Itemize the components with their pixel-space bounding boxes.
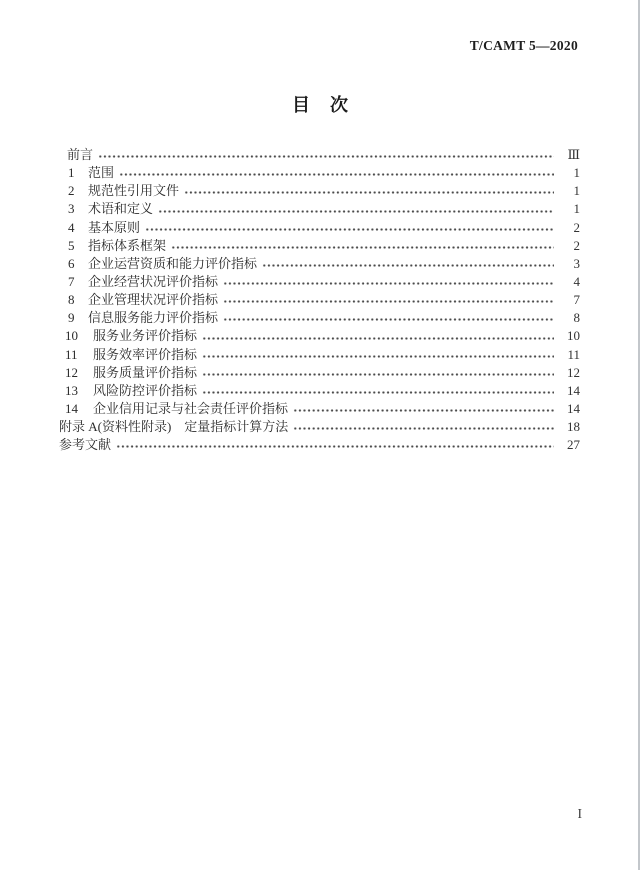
dot-leader <box>202 364 554 382</box>
toc-entry-page: 10 <box>567 328 580 344</box>
dot-leader <box>184 182 554 200</box>
toc-entry-title: 基本原则 <box>88 219 141 235</box>
toc-entry-number: 1 <box>68 165 75 181</box>
toc-entry-page: Ⅲ <box>567 147 580 162</box>
dot-leader <box>202 327 554 345</box>
toc-entry-title: 指标体系框架 <box>88 237 167 253</box>
toc-entry-number: 2 <box>68 183 75 199</box>
toc-entry-page: 2 <box>573 237 580 253</box>
toc-entry-page: 14 <box>567 382 580 398</box>
dot-leader <box>158 200 554 218</box>
dot-leader <box>223 291 554 309</box>
toc-entry <box>59 237 580 255</box>
toc-entry-page: 12 <box>567 364 580 380</box>
toc-entry-title: 前言 <box>67 147 94 162</box>
footer-page-number: I <box>577 806 582 821</box>
toc-entry-page: 1 <box>573 165 580 181</box>
toc-entry-page: 14 <box>567 400 580 416</box>
toc-entry <box>59 291 580 309</box>
toc-entry-page: 11 <box>567 346 580 362</box>
toc-entry-page: 3 <box>573 255 580 271</box>
toc-entry-title: 服务业务评价指标 <box>93 328 198 344</box>
toc-entry-page: 27 <box>567 437 580 453</box>
toc-entry-number: 14 <box>65 400 78 416</box>
dot-leader <box>293 400 554 418</box>
toc-entry <box>59 436 580 454</box>
toc-entry <box>59 309 580 327</box>
dot-leader <box>171 237 554 255</box>
toc-entry-title: 信息服务能力评价指标 <box>88 310 219 326</box>
toc-entry <box>59 418 580 436</box>
dot-leader <box>202 382 554 400</box>
toc-entry <box>59 364 580 382</box>
toc-entry-title: 参考文献 <box>59 437 112 453</box>
dot-leader <box>223 273 554 291</box>
toc-entry-number: 3 <box>68 201 75 217</box>
toc-entry-page: 1 <box>573 183 580 199</box>
toc-entry-title: 风险防控评价指标 <box>93 382 198 398</box>
toc-entry-number: 4 <box>68 219 75 235</box>
dot-leader <box>202 346 554 364</box>
toc-entry-number: 7 <box>68 273 75 289</box>
toc-entry-number: 11 <box>65 346 78 362</box>
toc-entry-title: 企业运营资质和能力评价指标 <box>88 255 258 271</box>
dot-leader <box>116 436 554 454</box>
toc-entry-title: 服务效率评价指标 <box>93 346 198 362</box>
toc-entry-page: 18 <box>567 419 580 435</box>
toc-entry-number: 8 <box>68 292 75 308</box>
toc-entry-number: 5 <box>68 237 75 253</box>
toc-entry-number: 6 <box>68 255 75 271</box>
dot-leader <box>145 219 554 237</box>
toc-entry-title: 企业管理状况评价指标 <box>88 292 219 308</box>
toc-entry-number: 12 <box>65 364 78 380</box>
toc-entry <box>59 327 580 345</box>
toc-entry-page: 1 <box>573 201 580 217</box>
toc-entry-page: 7 <box>573 292 580 308</box>
toc-entry-title: 服务质量评价指标 <box>93 364 198 380</box>
dot-leader <box>293 418 554 436</box>
toc-entry <box>59 255 580 273</box>
dot-leader <box>262 255 554 273</box>
toc-entry <box>59 382 580 400</box>
toc-entry-title: 附录 A(资料性附录) 定量指标计算方法 <box>59 419 289 435</box>
toc-entry <box>59 346 580 364</box>
toc-entry-title: 术语和定义 <box>88 201 154 217</box>
scan-edge-line <box>638 0 640 870</box>
toc-entry-title: 企业经营状况评价指标 <box>88 273 219 289</box>
toc-entry-page: 2 <box>573 219 580 235</box>
toc-entry-number: 13 <box>65 382 78 398</box>
toc-entry <box>59 146 580 164</box>
toc-entry-title: 企业信用记录与社会责任评价指标 <box>93 400 289 416</box>
table-of-contents <box>59 146 580 454</box>
toc-entry <box>59 182 580 200</box>
toc-entry-title: 范围 <box>88 165 115 181</box>
standard-code: T/CAMT 5—2020 <box>469 38 578 53</box>
toc-entry-title: 规范性引用文件 <box>88 183 180 199</box>
toc-entry <box>59 164 580 182</box>
toc-entry-page: 4 <box>573 273 580 289</box>
dot-leader <box>119 164 554 182</box>
toc-entry-number: 10 <box>65 328 78 344</box>
page-title: 目 次 <box>292 95 349 115</box>
toc-entry <box>59 400 580 418</box>
toc-entry-page: 8 <box>573 310 580 326</box>
toc-entry <box>59 200 580 218</box>
dot-leader <box>98 146 554 164</box>
toc-entry <box>59 273 580 291</box>
dot-leader <box>223 309 554 327</box>
toc-entry-number: 9 <box>68 310 75 326</box>
toc-entry <box>59 219 580 237</box>
